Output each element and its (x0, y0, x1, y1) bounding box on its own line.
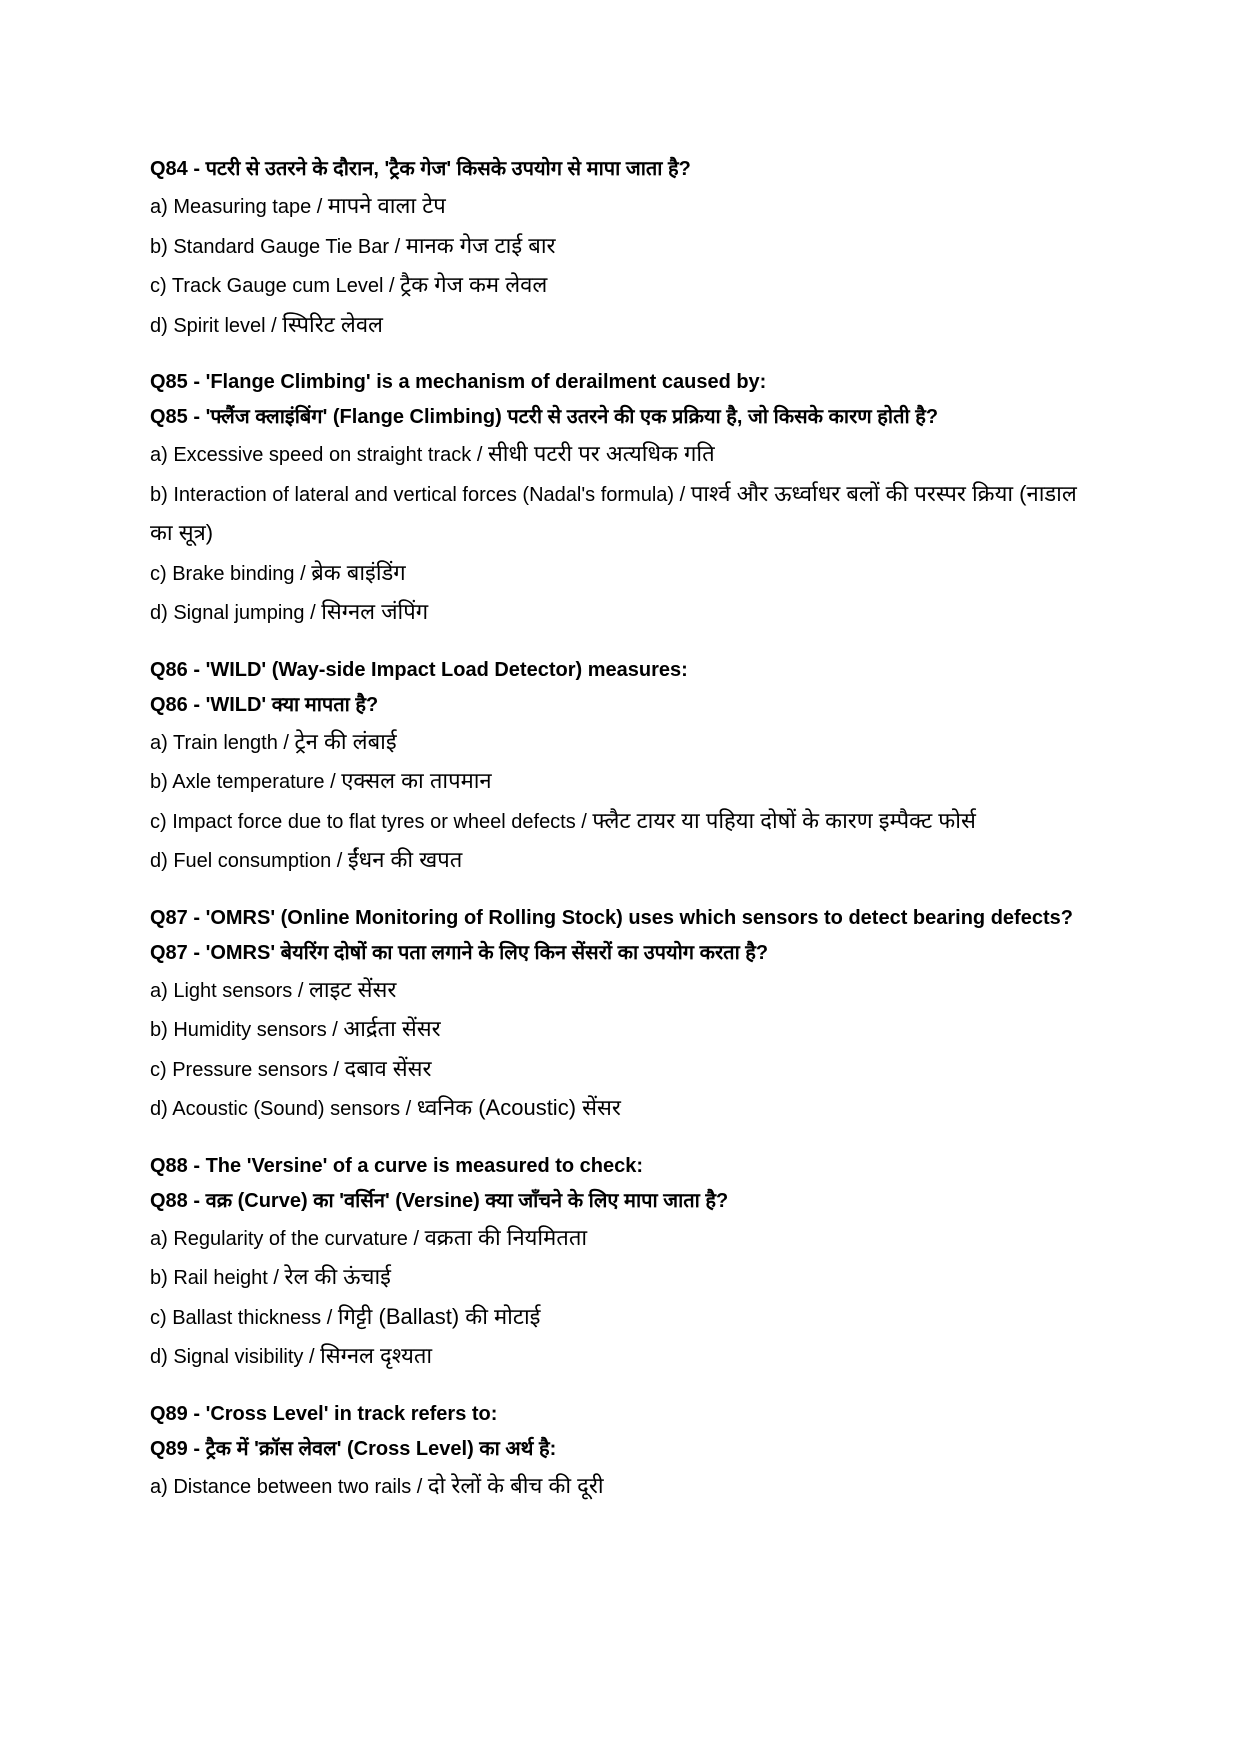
option-en: a) Excessive speed on straight track / (150, 444, 488, 466)
question-text-en: Q86 - 'WILD' (Way-side Impact Load Detector) measures: (150, 658, 688, 681)
option-en: c) Impact force due to flat tyres or wheel defects / (150, 810, 593, 833)
option-en: c) Pressure sensors / (150, 1058, 345, 1081)
option-a (150, 971, 1090, 1011)
option-c (150, 802, 1090, 842)
option-en: c) Track Gauge cum Level / (150, 275, 401, 297)
option-b (150, 475, 1090, 554)
option-b (150, 762, 1090, 802)
option-d (150, 593, 1090, 633)
option-en: a) Regularity of the curvature / (150, 1227, 425, 1250)
document-page (150, 152, 1090, 1526)
option-en: a) Train length / (150, 731, 295, 754)
option-hi: स्पिरिट लेवल (282, 311, 383, 337)
question-text-en: Q85 - 'Flange Climbing' is a mechanism of derailment caused by: (150, 371, 767, 393)
option-hi: मानक गेज टाई बार (405, 232, 556, 258)
option-en: d) Signal visibility / (150, 1346, 321, 1368)
option-hi: ब्रेक बाइंडिंग (311, 559, 406, 585)
option-en: b) Axle temperature / (150, 771, 342, 793)
question-text: Q84 - पटरी से उतरने के दौरान, 'ट्रैक गेज' किसके उपयोग से मापा जाता है? (150, 158, 691, 180)
question-q86 (150, 653, 1090, 881)
question-text-hi: Q86 - 'WILD' क्या मापता है? (150, 693, 379, 716)
option-hi: दो रेलों के बीच की दूरी (427, 1472, 604, 1498)
question-text-hi: Q88 - वक्र (Curve) का 'वर्सिन' (Versine) क्या जाँचने के लिए मापा जाता है? (150, 1189, 729, 1212)
option-en: c) Ballast thickness / (150, 1306, 338, 1329)
option-hi: दबाव सेंसर (344, 1055, 432, 1081)
option-hi: पार्श्व और ऊर्ध्वाधर बलों की परस्पर क्रिया (नाडाल का सूत्र) (150, 480, 1077, 545)
option-hi: ईंधन की खपत (347, 847, 463, 872)
option-c (150, 1298, 1090, 1338)
option-en: d) Spirit level / (150, 314, 283, 337)
option-d (150, 1089, 1090, 1129)
question-q84 (150, 152, 1090, 345)
question-q88 (150, 1149, 1090, 1377)
option-en: a) Measuring tape / (150, 196, 328, 218)
option-en: b) Humidity sensors / (150, 1019, 344, 1041)
option-en: b) Standard Gauge Tie Bar / (150, 235, 406, 258)
option-en: a) Distance between two rails / (150, 1475, 428, 1498)
option-hi: सिग्नल जंपिंग (321, 599, 429, 624)
option-d (150, 1337, 1090, 1377)
option-c (150, 554, 1090, 594)
option-c (150, 1050, 1090, 1090)
question-text-en: Q89 - 'Cross Level' in track refers to: (150, 1402, 498, 1425)
option-en: d) Signal jumping / (150, 602, 322, 624)
option-en: d) Acoustic (Sound) sensors / (150, 1098, 417, 1120)
question-text-hi: Q85 - 'फ्लैंज क्लाइंबिंग' (Flange Climbing) पटरी से उतरने की एक प्रक्रिया है, जो किसके कारण होती है? (150, 406, 939, 428)
option-c (150, 266, 1090, 306)
option-hi: वक्रता की नियमितता (424, 1224, 588, 1250)
option-en: a) Light sensors / (150, 979, 309, 1002)
question-q89 (150, 1397, 1090, 1507)
question-q87 (150, 901, 1090, 1129)
option-en: b) Rail height / (150, 1267, 285, 1289)
option-hi: आर्द्रता सेंसर (343, 1016, 441, 1041)
question-text-en: Q87 - 'OMRS' (Online Monitoring of Rolling Stock) uses which sensors to detect bearing defects? (150, 906, 1073, 929)
option-d (150, 841, 1090, 881)
option-a (150, 1219, 1090, 1259)
option-en: c) Brake binding / (150, 562, 312, 585)
option-hi: रेल की ऊंचाई (284, 1264, 391, 1289)
option-a (150, 723, 1090, 763)
option-d (150, 306, 1090, 346)
option-a (150, 435, 1090, 475)
question-q85 (150, 365, 1090, 633)
option-hi: ट्रेन की लंबाई (294, 728, 397, 754)
option-en: d) Fuel consumption / (150, 850, 348, 872)
option-hi: सीधी पटरी पर अत्यधिक गति (487, 441, 715, 466)
option-hi: ट्रैक गेज कम लेवल (400, 272, 548, 297)
option-en: b) Interaction of lateral and vertical forces (Nadal's formula) / (150, 483, 691, 506)
question-text-en: Q88 - The 'Versine' of a curve is measured to check: (150, 1154, 644, 1177)
option-hi: लाइट सेंसर (308, 976, 397, 1002)
option-hi: मापने वाला टेप (327, 193, 446, 218)
option-a (150, 1467, 1090, 1507)
option-hi: फ्लैट टायर या पहिया दोषों के कारण इम्पैक्ट फोर्स (592, 807, 976, 833)
option-b (150, 1258, 1090, 1298)
option-hi: सिग्नल दृश्यता (320, 1343, 433, 1368)
option-b (150, 1010, 1090, 1050)
option-hi: गिट्टी (Ballast) की मोटाई (337, 1303, 541, 1329)
option-hi: ध्वनिक (Acoustic) सेंसर (416, 1095, 621, 1120)
question-text-hi: Q87 - 'OMRS' बेयरिंग दोषों का पता लगाने के लिए किन सेंसरों का उपयोग करता है? (150, 941, 769, 964)
option-hi: एक्सल का तापमान (341, 768, 492, 793)
question-text-hi: Q89 - ट्रैक में 'क्रॉस लेवल' (Cross Level) का अर्थ है: (150, 1437, 557, 1460)
option-a (150, 187, 1090, 227)
option-b (150, 227, 1090, 267)
